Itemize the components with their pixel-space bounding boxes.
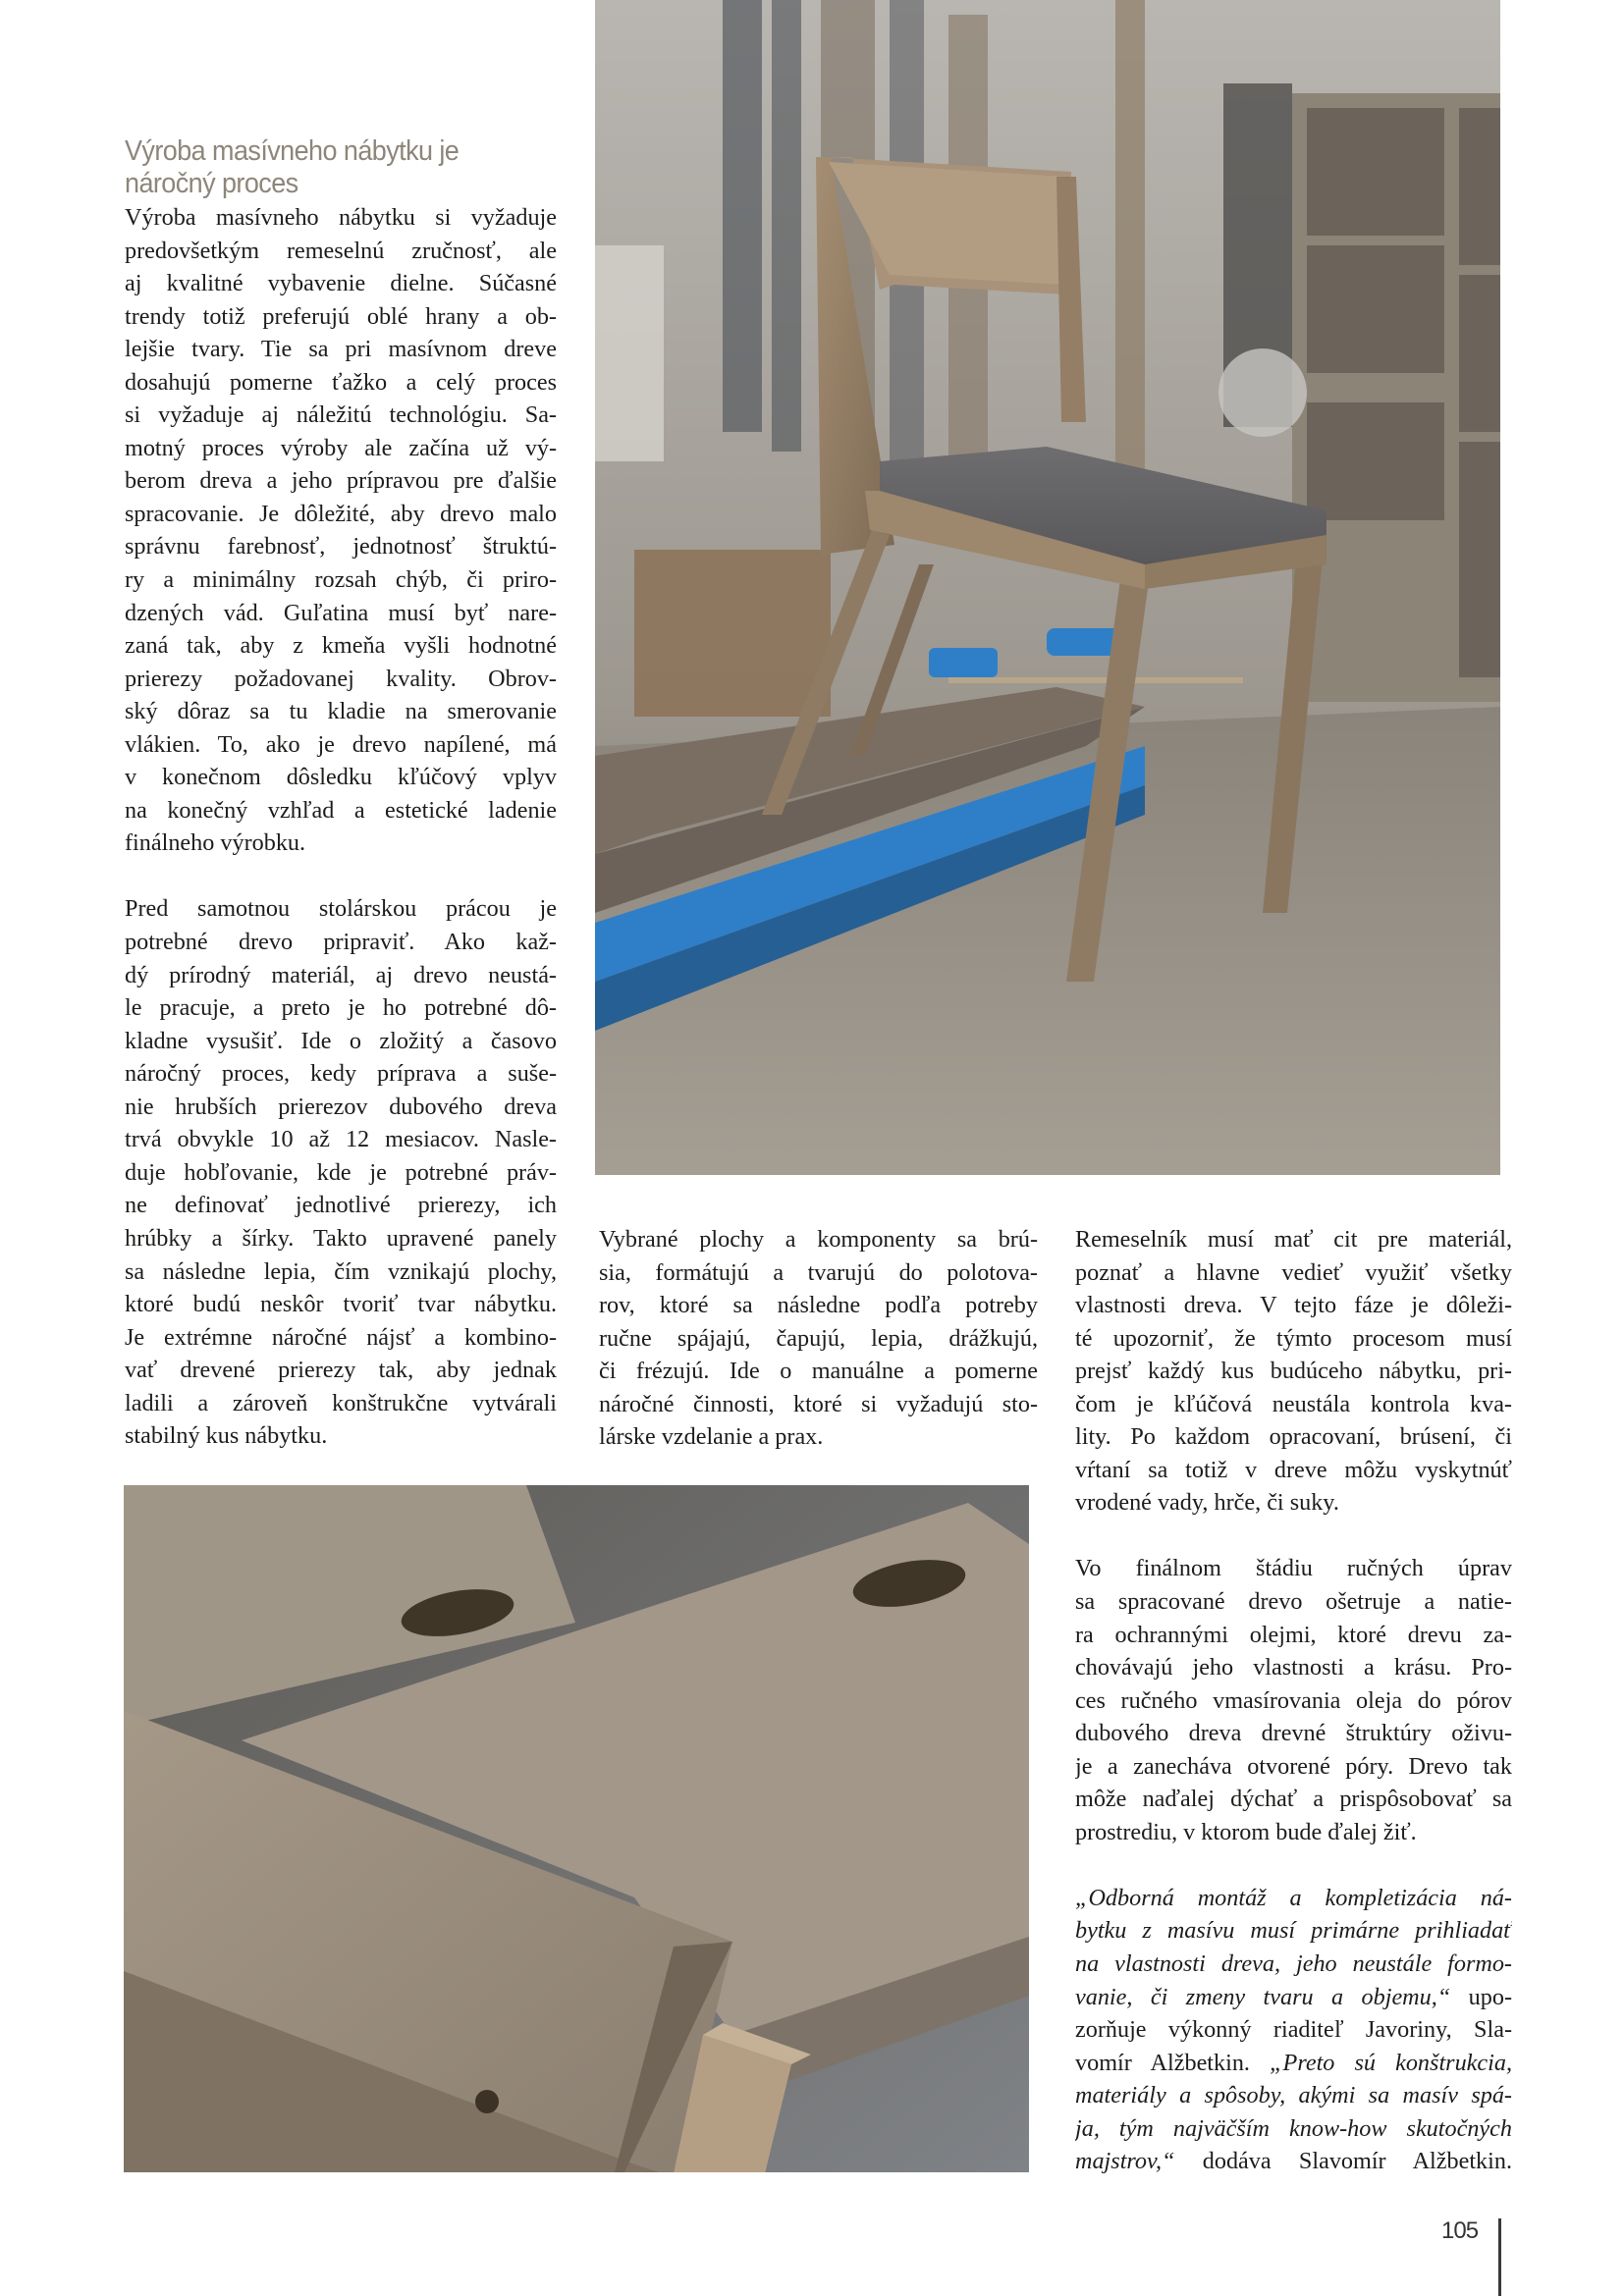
- paragraph-2: [125, 892, 557, 1452]
- text-line: hrúbky a šírky. Takto upravené panely: [125, 1224, 557, 1252]
- text-line: duje hobľovanie, kde je potrebné práv-: [125, 1158, 557, 1186]
- text-line: Je extrémne náročné nájsť a kombino-: [125, 1323, 557, 1351]
- quote-line: na vlastnosti dreva, jeho neustále formo-: [1075, 1950, 1512, 1978]
- text-line: náročný proces, kedy príprava a suše-: [125, 1060, 557, 1088]
- text-line: ladili a zároveň konštrukčne vytvárali: [125, 1389, 557, 1416]
- paragraph-4: [1075, 1223, 1512, 1520]
- text-line: lárske vzdelanie a prax.: [599, 1423, 824, 1451]
- text-line: finálneho výrobku.: [125, 829, 306, 857]
- text-line: ry a minimálny rozsah chýb, či priro-: [125, 566, 557, 594]
- text-column-2: [599, 1223, 1038, 1454]
- text-line: Výroba masívneho nábytku si vyžaduje: [125, 204, 557, 231]
- text-line: prierezy požadovanej kvality. Obrov-: [125, 665, 557, 692]
- quote-line: zorňuje výkonný riaditeľ Javoriny, Sla-: [1075, 2016, 1512, 2044]
- heading-line: Výroba masívneho nábytku je: [125, 135, 460, 167]
- text-line: správnu farebnosť, jednotnosť štruktú-: [125, 533, 557, 561]
- text-line: či frézujú. Ide o manuálne a pomerne: [599, 1358, 1038, 1385]
- text-line: le pracuje, a preto je ho potrebné dô-: [125, 994, 557, 1022]
- quote-line: ja, tým najväčším know-how skutočných: [1075, 2114, 1512, 2142]
- text-line: vŕtaní sa totiž v dreve môžu vyskytnúť: [1075, 1456, 1512, 1483]
- text-line: na konečný vzhľad a estetické ladenie: [125, 796, 557, 824]
- quote-line: materiály a spôsoby, akými sa masív spá-: [1075, 2082, 1512, 2109]
- text-line: ský dôraz sa tu kladie na smerovanie: [125, 698, 557, 725]
- text-line: prostrediu, v ktorom bude ďalej žiť.: [1075, 1818, 1417, 1845]
- text-line: té upozorniť, že týmto procesom musí: [1075, 1324, 1512, 1352]
- text-line: náročné činnosti, ktoré si vyžadujú sto-: [599, 1390, 1038, 1417]
- article-heading: [125, 135, 526, 200]
- joinery-illustration: [124, 1485, 1029, 2172]
- text-line: aj kvalitné vybavenie dielne. Súčasné: [125, 270, 557, 297]
- text-line: vať drevené prierezy tak, aby jednak: [125, 1357, 557, 1384]
- text-line: trvá obvykle 10 až 12 mesiacov. Nasle-: [125, 1126, 557, 1153]
- text-line: trendy totiž preferujú oblé hrany a ob-: [125, 302, 557, 330]
- chair-photo: [595, 0, 1500, 1175]
- quote-line: vomír Alžbetkin. „Preto sú konštrukcia,: [1075, 2049, 1512, 2076]
- text-line: dosahujú pomerne ťažko a celý proces: [125, 368, 557, 396]
- text-line: vrodené vady, hrče, či suky.: [1075, 1489, 1339, 1517]
- text-line: lejšie tvary. Tie sa pri masívnom dreve: [125, 336, 557, 363]
- text-line: ktoré budú neskôr tvoriť tvar nábytku.: [125, 1291, 557, 1318]
- text-line: prejsť každý kus budúceho nábytku, pri-: [1075, 1358, 1512, 1385]
- text-line: kladne vysušiť. Ide o zložitý a časovo: [125, 1027, 557, 1054]
- text-line: ces ručného vmasírovania oleja do pórov: [1075, 1686, 1512, 1714]
- text-line: sa následne lepia, čím vznikajú plochy,: [125, 1257, 557, 1285]
- text-line: poznať a hlavne vedieť využiť všetky: [1075, 1258, 1512, 1286]
- text-line: v konečnom dôsledku kľúčový vplyv: [125, 764, 557, 791]
- paragraph-3: [599, 1223, 1038, 1454]
- text-line: predovšetkým remeselnú zručnosť, ale: [125, 237, 557, 264]
- chair-illustration: [595, 0, 1500, 1175]
- pull-quote: [1075, 1882, 1512, 2178]
- text-line: sia, formátujú a tvarujú do polotova-: [599, 1258, 1038, 1286]
- quote-line: bytku z masívu musí primárne prihliadať: [1075, 1917, 1512, 1945]
- text-line: je a zanecháva otvorené póry. Drevo tak: [1075, 1752, 1512, 1780]
- text-line: berom dreva a jeho prípravou pre ďalšie: [125, 467, 557, 495]
- quote-line: majstrov,“ dodáva Slavomír Alžbetkin.: [1075, 2148, 1512, 2175]
- text-line: vlákien. To, ako je drevo napílené, má: [125, 730, 557, 758]
- text-line: potrebné drevo pripraviť. Ako kaž-: [125, 929, 557, 956]
- text-line: dzených vád. Guľatina musí byť nare-: [125, 599, 557, 626]
- text-line: ručne spájajú, čapujú, lepia, drážkujú,: [599, 1324, 1038, 1352]
- quote-line: vanie, či zmeny tvaru a objemu,“ upo-: [1075, 1983, 1512, 2010]
- text-line: si vyžaduje aj náležitú technológiu. Sa-: [125, 401, 557, 429]
- text-line: môže naďalej dýchať a prispôsobovať sa: [1075, 1786, 1512, 1813]
- text-line: ra ochrannými olejmi, ktoré drevu za-: [1075, 1621, 1512, 1648]
- text-line: ne definovať jednotlivé prierezy, ich: [125, 1192, 557, 1219]
- text-line: rov, ktoré sa následne podľa potreby: [599, 1292, 1038, 1319]
- text-line: zaná tak, aby z kmeňa vyšli hodnotné: [125, 632, 557, 660]
- text-column-3: [1075, 1223, 1512, 2178]
- text-line: Vybrané plochy a komponenty sa brú-: [599, 1226, 1038, 1253]
- text-line: nie hrubších prierezov dubového dreva: [125, 1093, 557, 1120]
- text-line: stabilný kus nábytku.: [125, 1422, 328, 1450]
- paragraph-1: [125, 201, 557, 860]
- text-line: motný proces výroby ale začína už vý-: [125, 434, 557, 461]
- text-line: Pred samotnou stolárskou prácou je: [125, 895, 557, 923]
- page-number: 105: [1441, 2217, 1479, 2244]
- text-line: spracovanie. Je dôležité, aby drevo malo: [125, 500, 557, 527]
- text-line: lity. Po každom opracovaní, brúsení, či: [1075, 1423, 1512, 1451]
- text-line: vlastnosti dreva. V tejto fáze je dôleži-: [1075, 1292, 1512, 1319]
- text-line: čom je kľúčová neustála kontrola kva-: [1075, 1390, 1512, 1417]
- text-line: Vo finálnom štádiu ručných úprav: [1075, 1555, 1512, 1582]
- text-column-1: [125, 201, 557, 1453]
- joinery-photo: [124, 1485, 1029, 2172]
- text-line: sa spracované drevo ošetruje a natie-: [1075, 1588, 1512, 1616]
- text-line: chovávajú jeho vlastnosti a krásu. Pro-: [1075, 1654, 1512, 1682]
- text-line: dubového dreva drevné štruktúry oživu-: [1075, 1720, 1512, 1747]
- text-line: Remeselník musí mať cit pre materiál,: [1075, 1226, 1512, 1253]
- paragraph-5: [1075, 1552, 1512, 1848]
- page-number-rule: [1498, 2218, 1501, 2296]
- text-line: dý prírodný materiál, aj drevo neustá-: [125, 961, 557, 988]
- quote-line: „Odborná montáž a kompletizácia ná-: [1075, 1884, 1512, 1911]
- heading-line: náročný proces: [125, 168, 298, 199]
